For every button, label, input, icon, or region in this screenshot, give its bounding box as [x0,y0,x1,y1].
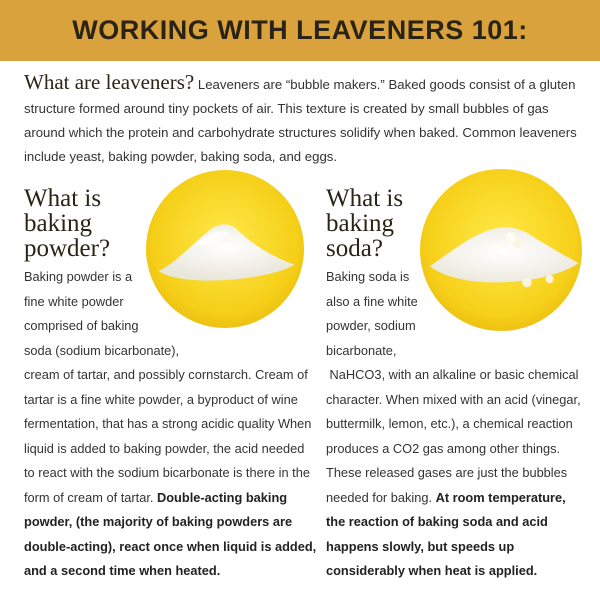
soda-bold-line: the reaction of baking soda and acid [326,514,548,529]
baking-soda-heading: What is baking soda? [326,185,404,262]
soda-line-mixed: needed for baking. At room temperature, [326,489,566,505]
powder-line: fine white powder [24,293,124,309]
powder-line: comprised of baking [24,318,139,333]
intro-paragraph [24,70,582,169]
intro-text: Leaveners are “bubble makers.” Baked goods consist of a gluten structure formed around tiny pockets of air. This texture is created by small bubbles of gas around which the protein and carbohydrate structures solidify when baked. Common leaveners include yeast, baking powder, baking soda, and eggs. [24,77,577,164]
powder-line: tartar is a fine white powder, a byproduct of wine [24,391,298,407]
powder-bold-line: powder, (the majority of baking powders are [24,514,293,529]
baking-powder-heading: What is baking powder? [24,185,111,262]
powder-line: Baking powder is a [24,269,133,284]
baking-soda-section [326,186,582,584]
soda-line: bicarbonate, [326,342,397,358]
soda-bold-line: considerably when heat is applied. [326,563,538,578]
page-title: WORKING WITH LEAVENERS 101: [72,15,528,45]
baking-powder-section [24,186,316,584]
soda-line: NaHCO3, with an alkaline or basic chemical [326,367,579,382]
soda-line: powder, sodium [326,318,416,333]
intro-lead: What are leaveners? [24,70,195,94]
powder-line: fermentation, that has a strong acidic quality When [24,416,312,431]
title-banner [0,0,600,61]
powder-line: to react with the sodium bicarbonate is there in the [24,465,310,480]
powder-line: liquid is added to baking powder, the acid needed [24,440,305,456]
soda-line: also a fine white [326,293,418,309]
powder-bold-line: and a second time when heated. [24,563,221,578]
soda-line: buttermilk, lemon, etc.), a chemical reaction [326,416,573,431]
soda-line: These released gases are just the bubbles [326,465,568,480]
powder-bold-line: double-acting), react once when liquid is added, [24,538,317,554]
soda-line: produces a CO2 gas among other things. [326,440,561,456]
soda-line: Baking soda is [326,269,410,284]
powder-line-mixed: form of cream of tartar. Double-acting baking [24,489,288,505]
soda-line: character. When mixed with an acid (vinegar, [326,391,581,407]
powder-line: cream of tartar, and possibly cornstarch. Cream of [24,367,308,382]
powder-line: soda (sodium bicarbonate), [24,342,180,358]
soda-bold-line: happens slowly, but speeds up [326,538,515,554]
